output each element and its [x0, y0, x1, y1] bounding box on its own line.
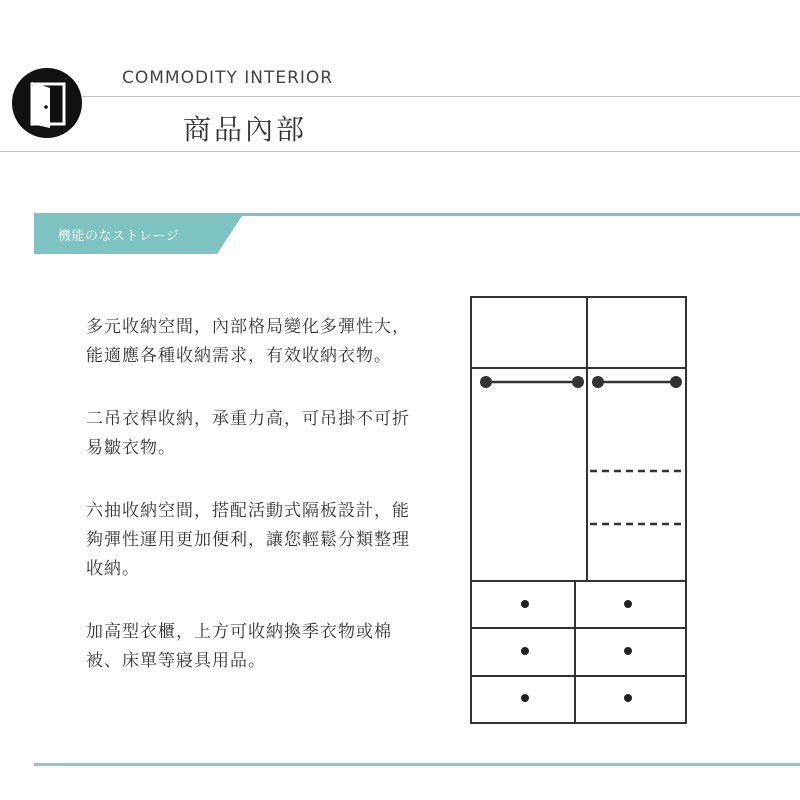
wardrobe-diagram: [468, 292, 690, 728]
section-rule-bottom: [34, 763, 800, 766]
hanging-rod-left: [480, 376, 584, 388]
header-divider-bottom: [0, 151, 800, 152]
hanging-rod-right: [592, 376, 682, 388]
description-multi-storage: 多元收納空間，內部格局變化多彈性大，能適應各種收納需求，有效收納衣物。: [86, 317, 410, 366]
drawer-knob: [624, 647, 632, 655]
wardrobe-frame: [471, 297, 686, 723]
description-drawers: 六抽收納空間，搭配活動式隔板設計，能夠彈性運用更加便利，讓您輕鬆分類整理收納。: [86, 501, 410, 579]
page-title: 商品內部: [183, 113, 308, 146]
door-icon: [12, 68, 82, 138]
section-tag: 機能のなストレージ: [58, 229, 180, 244]
header-subtitle: COMMODITY INTERIOR: [122, 68, 334, 88]
description-block: [86, 313, 426, 710]
header-divider-top: [82, 96, 800, 97]
drawer-knob: [521, 647, 529, 655]
drawer-knob: [521, 694, 529, 702]
drawer-knob: [624, 600, 632, 608]
description-tall-wardrobe: 加高型衣櫃，上方可收納換季衣物或棉被、床單等寢具用品。: [86, 622, 392, 671]
drawer-knob: [521, 600, 529, 608]
description-hanging-rods: 二吊衣桿收納，承重力高，可吊掛不可折易皺衣物。: [86, 409, 410, 458]
drawer-knob: [624, 694, 632, 702]
